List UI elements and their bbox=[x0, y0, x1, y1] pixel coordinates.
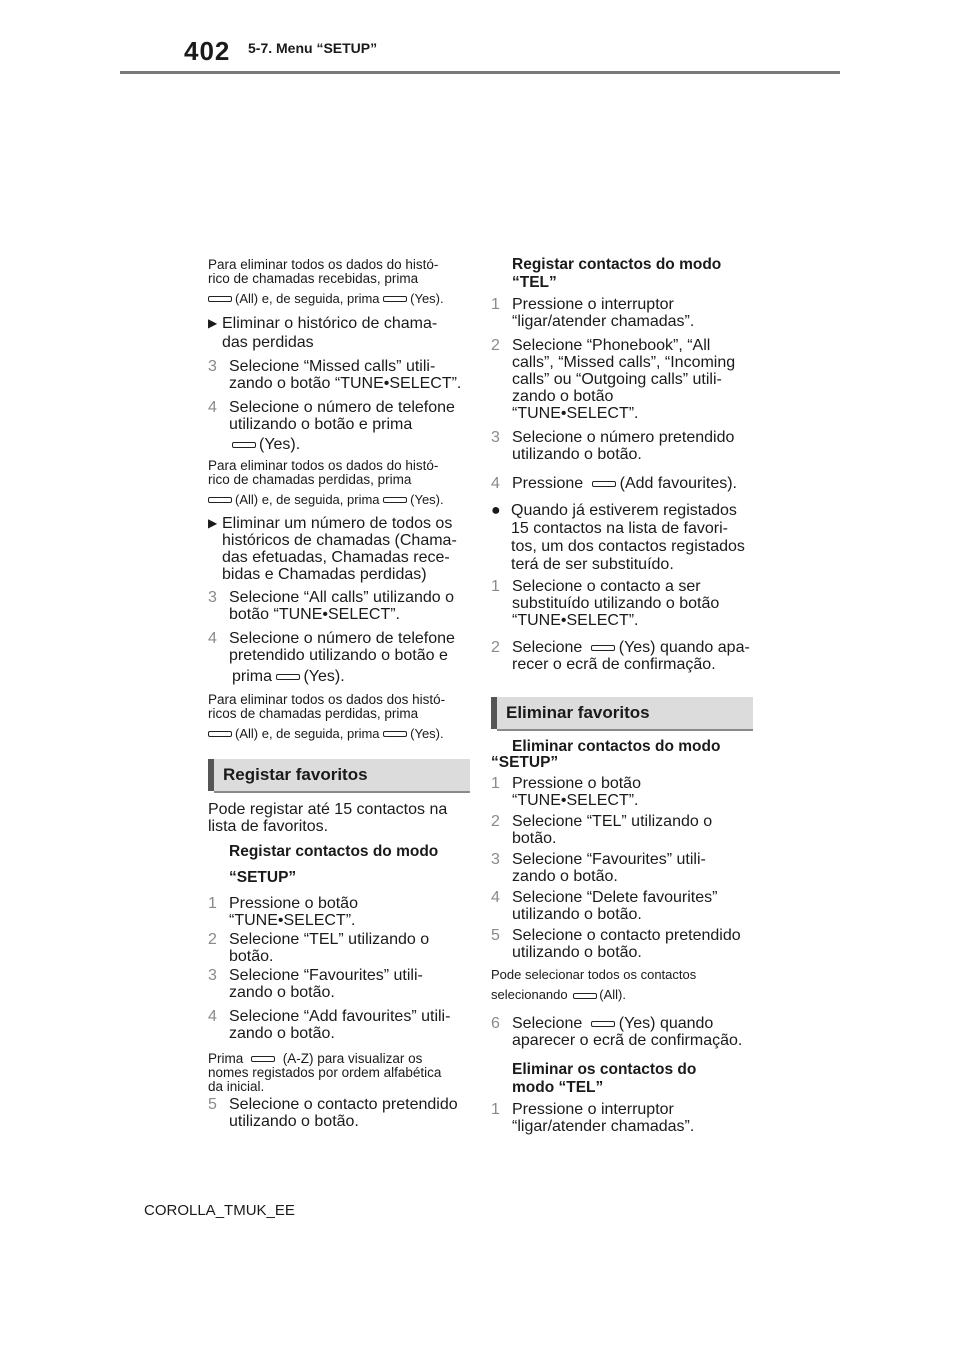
step-number: 4 bbox=[491, 889, 500, 906]
step-line: utilizando o botão. bbox=[512, 944, 642, 961]
triangle-icon: ▶ bbox=[208, 516, 218, 530]
screen-button-icon bbox=[591, 645, 615, 651]
step-line: botão. bbox=[512, 830, 557, 847]
step-line: zando o botão. bbox=[229, 984, 335, 1001]
para-line: lista de favoritos. bbox=[208, 818, 329, 835]
step-2 bbox=[491, 813, 753, 847]
step-3 bbox=[491, 429, 753, 463]
step-line: prima bbox=[232, 668, 273, 685]
step-line: substituído utilizando o botão bbox=[512, 595, 720, 612]
note-line: da inicial. bbox=[208, 1079, 265, 1094]
step-line: Selecione bbox=[512, 639, 583, 656]
button-label: (Yes). bbox=[259, 436, 301, 453]
step-line: Selecione “All calls” utilizando o bbox=[229, 589, 454, 606]
note-line: nomes registados por ordem alfabética bbox=[208, 1065, 442, 1080]
step-number: 3 bbox=[208, 589, 217, 606]
step-number: 4 bbox=[208, 399, 217, 416]
step-3 bbox=[208, 967, 470, 1001]
step-line: Selecione “TEL” utilizando o bbox=[512, 813, 713, 830]
subheading-line: Eliminar um número de todos os bbox=[222, 515, 453, 532]
subheading-line: Eliminar o histórico de chama- bbox=[222, 315, 438, 332]
screen-button-icon bbox=[592, 481, 616, 487]
step-number: 1 bbox=[491, 775, 500, 792]
section-header-label: Eliminar favoritos bbox=[506, 703, 650, 722]
step-4 bbox=[208, 399, 470, 433]
left-column bbox=[208, 258, 470, 1137]
note-line: Para eliminar todos os dados dos histó- bbox=[208, 692, 446, 707]
note-button-line bbox=[208, 727, 470, 741]
header-rule bbox=[120, 71, 840, 74]
page-number: 402 bbox=[184, 36, 231, 66]
note-text: (All) e, de seguida, prima bbox=[235, 492, 380, 507]
step-line: Selecione o número de telefone bbox=[229, 630, 455, 647]
step-line: “ligar/atender chamadas”. bbox=[512, 313, 695, 330]
step-line: “TUNE•SELECT”. bbox=[512, 405, 639, 422]
note-text: (A-Z) para visualizar os bbox=[282, 1051, 423, 1066]
subheading-all bbox=[208, 515, 470, 583]
step-line: Pressione o botão bbox=[512, 775, 641, 792]
heading-line: Registar contactos do modo bbox=[512, 256, 722, 273]
note-select-all bbox=[491, 965, 753, 1005]
step-number: 3 bbox=[491, 429, 500, 446]
step-number: 1 bbox=[491, 578, 500, 595]
screen-button-icon bbox=[383, 497, 407, 503]
step-2 bbox=[491, 337, 753, 422]
step-line: Pressione bbox=[512, 475, 584, 492]
step-1 bbox=[491, 775, 753, 809]
bullet-line: 15 contactos na lista de favori- bbox=[511, 520, 729, 537]
step-line: “ligar/atender chamadas”. bbox=[512, 1118, 695, 1135]
note-line: rico de chamadas recebidas, prima bbox=[208, 271, 419, 286]
subheading-missed bbox=[208, 314, 470, 352]
heading-line: “TEL” bbox=[512, 274, 557, 291]
screen-button-icon bbox=[208, 497, 232, 503]
step-line: Selecione o contacto pretendido bbox=[512, 927, 741, 944]
paragraph bbox=[208, 801, 470, 835]
bold-heading bbox=[491, 1061, 753, 1097]
note-all bbox=[208, 693, 470, 721]
right-column bbox=[491, 256, 753, 1142]
step-number: 2 bbox=[208, 931, 217, 948]
step-1 bbox=[208, 895, 470, 929]
step-line: calls”, “Missed calls”, “Incoming bbox=[512, 354, 736, 371]
step-line: utilizando o botão. bbox=[512, 906, 642, 923]
step-number: 3 bbox=[491, 851, 500, 868]
heading-line: “SETUP” bbox=[491, 754, 559, 771]
triangle-icon: ▶ bbox=[208, 316, 218, 330]
step-line: calls” ou “Outgoing calls” utili- bbox=[512, 371, 722, 388]
step-line: Selecione o número de telefone bbox=[229, 399, 455, 416]
step-line: zando o botão. bbox=[229, 1025, 335, 1042]
bullet-line: terá de ser substituído. bbox=[511, 556, 674, 573]
step-line: (Add favourites). bbox=[619, 475, 737, 492]
note-text: (All) e, de seguida, prima bbox=[235, 726, 380, 741]
step-line: Selecione “Phonebook”, “All bbox=[512, 337, 711, 354]
step-line: Selecione “Add favourites” utili- bbox=[229, 1008, 451, 1025]
step-number: 6 bbox=[491, 1015, 500, 1032]
screen-button-icon bbox=[208, 731, 232, 737]
subheading-line: das perdidas bbox=[222, 334, 314, 351]
note-text: (All). bbox=[599, 987, 626, 1002]
step-2 bbox=[491, 639, 753, 673]
step-line: “TUNE•SELECT”. bbox=[512, 612, 639, 629]
step-number: 4 bbox=[208, 630, 217, 647]
bold-heading bbox=[208, 839, 470, 891]
section-header-registar bbox=[208, 759, 470, 791]
heading-line: modo “TEL” bbox=[512, 1079, 604, 1096]
step-4 bbox=[208, 630, 470, 664]
step-line: (Yes) quando bbox=[618, 1015, 714, 1032]
step-line: Pressione o botão bbox=[229, 895, 358, 912]
bullet-item bbox=[491, 502, 753, 574]
step-number: 4 bbox=[491, 475, 500, 492]
step-number: 3 bbox=[208, 967, 217, 984]
note-button-line bbox=[208, 493, 470, 507]
step-line: zando o botão “TUNE•SELECT”. bbox=[229, 375, 462, 392]
note-text: Prima bbox=[208, 1051, 244, 1066]
heading-line: Registar contactos do modo bbox=[229, 843, 439, 860]
screen-button-icon bbox=[232, 442, 256, 448]
bullet-line: Quando já estiverem registados bbox=[511, 502, 737, 519]
step-number: 1 bbox=[491, 1101, 500, 1118]
step-line: Selecione o número pretendido bbox=[512, 429, 735, 446]
step-1 bbox=[491, 578, 753, 629]
screen-button-icon bbox=[383, 296, 407, 302]
para-line: Pode registar até 15 contactos na bbox=[208, 801, 448, 818]
bullet-icon: ● bbox=[491, 502, 501, 519]
step-number: 2 bbox=[491, 639, 500, 656]
document-id: COROLLA_TMUK_EE bbox=[144, 1202, 295, 1219]
step-line: “TUNE•SELECT”. bbox=[512, 792, 639, 809]
step-line: utilizando o botão e prima bbox=[229, 416, 413, 433]
step-number: 3 bbox=[208, 358, 217, 375]
subheading-line: das efetuadas, Chamadas rece- bbox=[222, 549, 450, 566]
step-line: Selecione o contacto pretendido bbox=[229, 1096, 458, 1113]
subheading-line: históricos de chamadas (Chama- bbox=[222, 532, 457, 549]
step-number: 4 bbox=[208, 1008, 217, 1025]
yes-button-line bbox=[208, 667, 470, 687]
step-line: zando o botão. bbox=[512, 868, 618, 885]
note-text: (All) e, de seguida, prima bbox=[235, 291, 380, 306]
screen-button-icon bbox=[208, 296, 232, 302]
step-1 bbox=[491, 296, 753, 330]
step-5 bbox=[208, 1096, 470, 1130]
note-text: (Yes). bbox=[410, 291, 444, 306]
step-number: 2 bbox=[491, 813, 500, 830]
note-button-line bbox=[208, 292, 470, 306]
subheading-line: bidas e Chamadas perdidas) bbox=[222, 566, 427, 583]
note-text: (Yes). bbox=[410, 492, 444, 507]
step-line: Selecione “Delete favourites” bbox=[512, 889, 718, 906]
step-5 bbox=[491, 927, 753, 961]
step-line: (Yes) quando apa- bbox=[618, 639, 750, 656]
step-3 bbox=[208, 358, 470, 392]
step-4 bbox=[491, 475, 753, 492]
note-received bbox=[208, 258, 470, 286]
bullet-line: tos, um dos contactos registados bbox=[511, 538, 745, 555]
step-line: “TUNE•SELECT”. bbox=[229, 912, 356, 929]
section-header-eliminar bbox=[491, 697, 753, 729]
screen-button-icon bbox=[573, 993, 597, 999]
step-line: Selecione “Favourites” utili- bbox=[229, 967, 423, 984]
button-label: (Yes). bbox=[303, 668, 345, 685]
screen-button-icon bbox=[251, 1056, 275, 1062]
step-line: botão. bbox=[229, 948, 274, 965]
note-az bbox=[208, 1052, 470, 1094]
step-line: pretendido utilizando o botão e bbox=[229, 647, 448, 664]
screen-button-icon bbox=[591, 1021, 615, 1027]
step-line: botão “TUNE•SELECT”. bbox=[229, 606, 400, 623]
step-line: Selecione “Missed calls” utili- bbox=[229, 358, 436, 375]
step-4 bbox=[491, 889, 753, 923]
heading-line: “SETUP” bbox=[229, 869, 297, 886]
step-3 bbox=[208, 589, 470, 623]
bold-heading bbox=[491, 739, 753, 771]
step-number: 5 bbox=[208, 1096, 217, 1113]
bold-heading bbox=[491, 256, 753, 292]
step-line: utilizando o botão. bbox=[229, 1113, 359, 1130]
step-number: 1 bbox=[208, 895, 217, 912]
step-2 bbox=[208, 931, 470, 965]
step-4 bbox=[208, 1008, 470, 1042]
note-line: rico de chamadas perdidas, prima bbox=[208, 472, 412, 487]
step-number: 1 bbox=[491, 296, 500, 313]
step-line: Selecione bbox=[512, 1015, 583, 1032]
note-text: selecionando bbox=[491, 987, 568, 1002]
step-line: Pressione o interruptor bbox=[512, 1101, 674, 1118]
heading-line: Eliminar contactos do modo bbox=[512, 738, 721, 755]
step-3 bbox=[491, 851, 753, 885]
screen-button-icon bbox=[383, 731, 407, 737]
section-header-label: Registar favoritos bbox=[223, 765, 368, 784]
step-1 bbox=[491, 1101, 753, 1135]
screen-button-icon bbox=[276, 674, 300, 680]
step-line: Pressione o interruptor bbox=[512, 296, 674, 313]
note-line: ricos de chamadas perdidas, prima bbox=[208, 706, 419, 721]
step-6 bbox=[491, 1015, 753, 1049]
section-title: 5-7. Menu “SETUP” bbox=[248, 40, 378, 56]
step-line: Selecione “Favourites” utili- bbox=[512, 851, 706, 868]
step-line: zando o botão bbox=[512, 388, 614, 405]
note-text: (Yes). bbox=[410, 726, 444, 741]
note-missed bbox=[208, 459, 470, 487]
step-line: Selecione “TEL” utilizando o bbox=[229, 931, 430, 948]
step-line: Selecione o contacto a ser bbox=[512, 578, 701, 595]
note-line: Pode selecionar todos os contactos bbox=[491, 967, 697, 982]
step-line: aparecer o ecrã de confirmação. bbox=[512, 1032, 743, 1049]
step-line: recer o ecrã de confirmação. bbox=[512, 656, 716, 673]
step-line: utilizando o botão. bbox=[512, 446, 642, 463]
yes-button-line bbox=[208, 435, 470, 455]
step-number: 2 bbox=[491, 337, 500, 354]
heading-line: Eliminar os contactos do bbox=[512, 1061, 697, 1078]
step-number: 5 bbox=[491, 927, 500, 944]
note-line: Para eliminar todos os dados do histó- bbox=[208, 458, 439, 473]
note-line: Para eliminar todos os dados do histó- bbox=[208, 257, 439, 272]
